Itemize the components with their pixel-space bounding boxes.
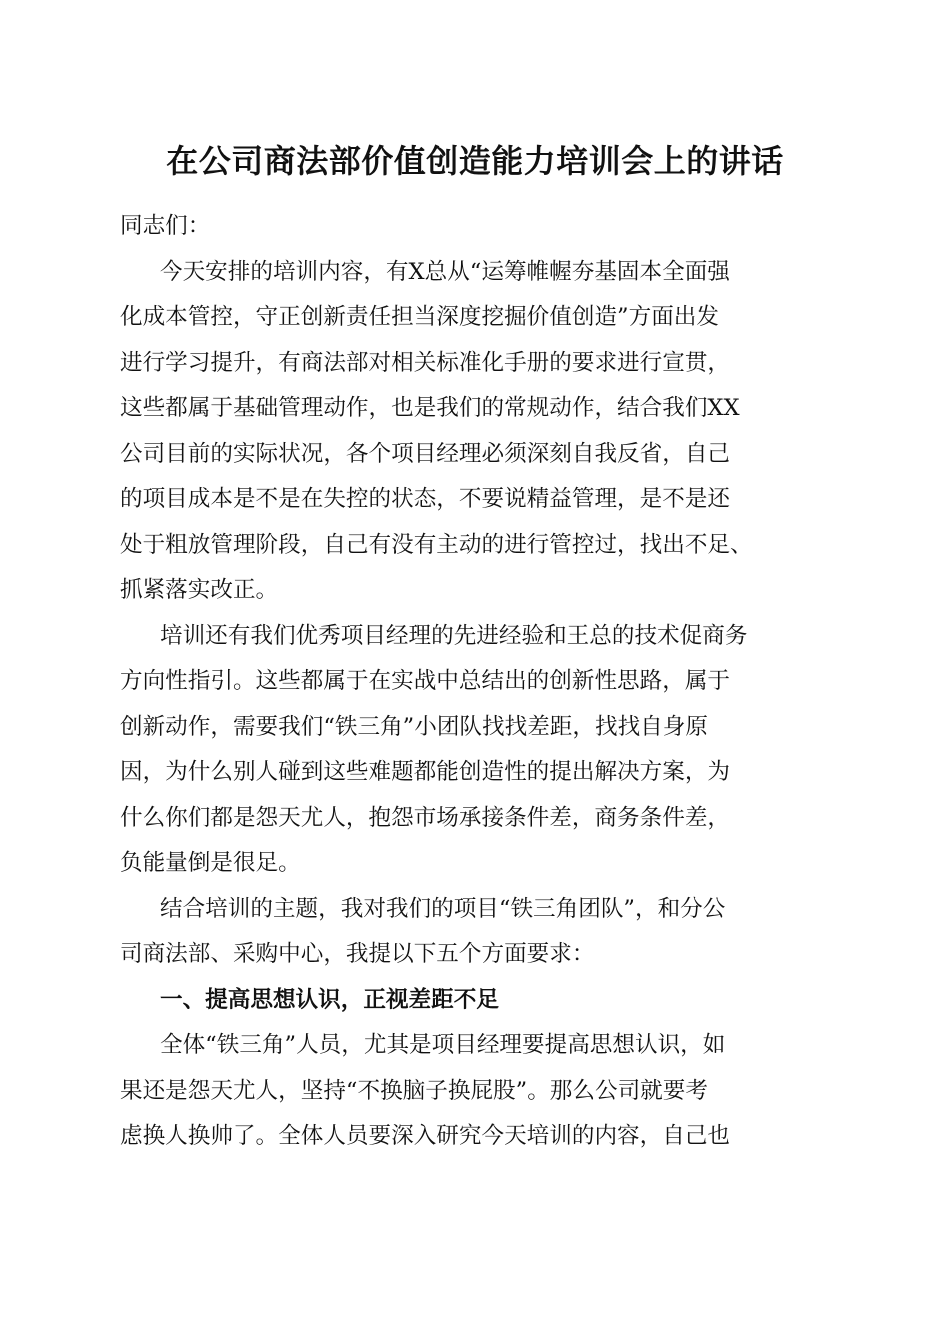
paragraph-4 — [120, 1023, 825, 1160]
paragraph-line: 结合培训的主题，我对我们的项目“铁三角团队”，和分公 — [160, 895, 726, 922]
section-heading: 一、提高思想认识，正视差距不足 — [160, 986, 499, 1013]
document-title: 在公司商法部价值创造能力培训会上的讲话 — [166, 142, 784, 180]
paragraph-line: 公司目前的实际状况，各个项目经理必须深刻自我反省，自己 — [120, 440, 731, 467]
paragraph-line: 今天安排的培训内容，有X总从“运筹帷幄夯基固本全面强 — [160, 258, 730, 285]
salutation: 同志们： — [120, 213, 211, 239]
paragraph-1 — [120, 250, 825, 614]
paragraph-line: 司商法部、采购中心，我提以下五个方面要求： — [120, 941, 595, 967]
paragraph-line: 的项目成本是不是在失控的状态，不要说精益管理，是不是还 — [120, 486, 731, 512]
paragraph-line: 化成本管控，守正创新责任担当深度挖掘价值创造”方面出发 — [120, 304, 719, 330]
paragraph-line: 全体“铁三角”人员，尤其是项目经理要提高思想认识，如 — [160, 1032, 726, 1058]
paragraph-line: 因，为什么别人碰到这些难题都能创造性的提出解决方案，为 — [120, 759, 731, 785]
paragraph-2 — [120, 614, 825, 887]
paragraph-3 — [120, 887, 825, 978]
paragraph-line: 创新动作，需要我们“铁三角”小团队找找差距，找找自身原 — [120, 713, 708, 740]
paragraph-line: 抓紧落实改正。 — [120, 577, 279, 603]
paragraph-line: 方向性指引。这些都属于在实战中总结出的创新性思路，属于 — [120, 668, 731, 694]
paragraph-line: 培训还有我们优秀项目经理的先进经验和王总的技术促商务 — [160, 622, 748, 649]
paragraph-line: 这些都属于基础管理动作，也是我们的常规动作，结合我们XX — [120, 395, 740, 421]
paragraph-line: 进行学习提升，有商法部对相关标准化手册的要求进行宣贯， — [120, 349, 731, 376]
paragraph-line: 什么你们都是怨天尤人，抱怨市场承接条件差，商务条件差， — [120, 804, 731, 831]
paragraph-line: 虑换人换帅了。全体人员要深入研究今天培训的内容，自己也 — [120, 1123, 731, 1149]
paragraph-line: 处于粗放管理阶段，自己有没有主动的进行管控过，找出不足、 — [120, 531, 753, 558]
paragraph-line: 果还是怨天尤人，坚持“不换脑子换屁股”。那么公司就要考 — [120, 1077, 708, 1104]
document-body — [120, 204, 825, 1160]
paragraph-line: 负能量倒是很足。 — [120, 850, 301, 876]
